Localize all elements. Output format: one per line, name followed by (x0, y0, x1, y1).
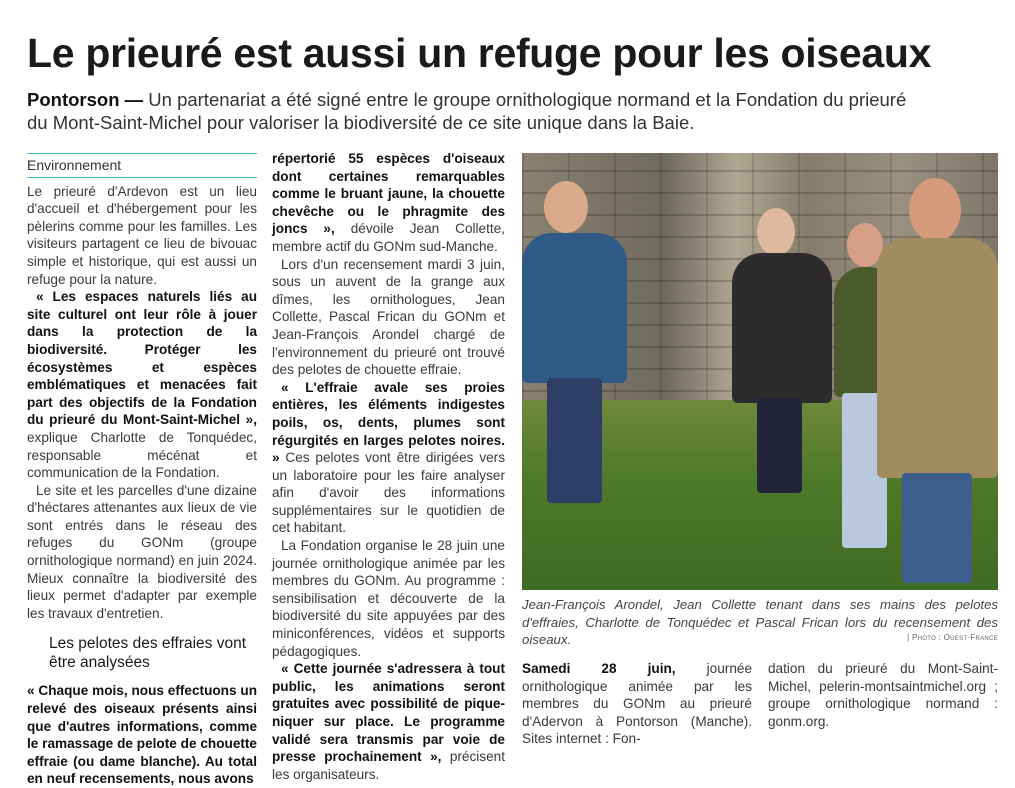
photo-credit: | Photo : Ouest-France (907, 633, 998, 642)
column-1-body (27, 183, 257, 623)
body-text: Ces pelotes vont être dirigées vers un laboratoire pour les faire analyser afin d'avoir des informations supplémentaires sur le quotidien de cet habitant. (272, 450, 505, 536)
body-text: Le prieuré d'Ardevon est un lieu d'accueil et d'hébergement pour les pèlerins comme pour les familles. Les visiteurs partagent ce lieu de bivouac simple et historique, qui est aussi un refuge pour la nature. (27, 183, 257, 287)
article-title: Le prieuré est aussi un refuge pour les oiseaux (27, 30, 932, 76)
intertitle: Les pelotes des effraies vont être analysées (49, 635, 247, 672)
paragraph (27, 682, 257, 788)
body-text: explique Charlotte de Tonquédec, responsable mécénat et communication de la Fondation. (27, 429, 257, 481)
paragraph (272, 150, 505, 256)
quote-text: répertorié 55 espèces d'oiseaux dont certaines remarquables comme le bruant jaune, la chouette chevêche ou le phragmite des joncs », (272, 151, 505, 237)
body-text: Lors d'un recensement mardi 3 juin, sous un auvent de la grange aux dîmes, les ornithologues, Jean Collette, Pascal Frican du GONm et Jean-François Arondel chargé de l'environnement du prieuré ont trouvé des pelotes de chouette effraie. (272, 256, 505, 378)
event-box-col2: dation du prieuré du Mont-Saint-Michel, pelerin-montsaintmichel.org ; groupe ornithologique normand : gonm.org. (768, 661, 998, 729)
photo-caption: Jean-François Arondel, Jean Collette tenant dans ses mains des pelotes d'effraies, Charlotte de Tonquédec et Pascal Frican lors du recensement des oiseaux. (522, 597, 998, 647)
lead-text: Un partenariat a été signé entre le groupe ornithologique normand et la Fondation du prieuré du Mont-Saint-Michel pour valoriser la biodiversité de ce site unique dans la Baie. (27, 89, 907, 133)
quote-text: « Les espaces naturels liés au site culturel ont leur rôle à jouer dans la protection de la biodiversité. Protéger les écosystèmes et espèces emblématiques et menacées fait part des objectifs de la Fondation du prieuré du Mont-Saint-Michel », (27, 289, 257, 428)
body-text: Le site et les parcelles d'une dizaine d'héctares attenantes aux lieux de vie sont entrés dans le réseau des refuges du GONm (groupe ornithologique normand) en juin 2024. Mieux connaître la biodiversité des lieux permet d'adapter par exemple les travaux d'entretien. (27, 482, 257, 621)
event-text-1: journée ornithologique animée par les membres du GONm au prieuré d'Adervon à Pontorson (Manche). Sites internet : Fon- (522, 661, 753, 747)
quote-text: « Cette journée s'adressera à tout public, les animations seront gratuites avec possibilité de pique-niquer sur place. Le programme validé sera transmis par voie de presse prochainement », (272, 661, 505, 765)
section-rubric: Environnement (27, 153, 257, 178)
paragraph (27, 482, 257, 623)
person-arondel (522, 173, 632, 513)
article-lead (27, 88, 907, 134)
body-text: dévoile Jean Collette, membre actif du GONm sud-Manche. (272, 221, 505, 254)
lead-place: Pontorson — (27, 89, 144, 110)
paragraph (272, 660, 505, 783)
person-frican (877, 178, 998, 588)
article-photo (522, 153, 998, 590)
quote-text: « Chaque mois, nous effectuons un relevé des oiseaux présents ainsi que d'autres informations, comme le ramassage de pelote de chouette effraie (ou dame blanche). Au total en neuf recensements, nous avons (27, 683, 257, 787)
body-text: La Fondation organise le 28 juin une journée ornithologique animée par les membres du GONm. Au programme : sensibilisation et découverte de la biodiversité du site appuyées par des miniconférences, vidéos et supports pédagogiques. (272, 538, 505, 659)
person-collette (727, 208, 837, 498)
paragraph (27, 183, 257, 289)
paragraph (27, 288, 257, 482)
column-1 (27, 153, 257, 788)
column-2 (272, 150, 505, 783)
paragraph (272, 256, 505, 379)
body-text: précisent les organisateurs. (272, 749, 506, 782)
quote-text: « L'effraie avale ses proies entières, les éléments indigestes poils, os, dents, plumes sont régurgités en larges pelotes noires. » (272, 379, 505, 466)
paragraph (272, 537, 505, 660)
paragraph (272, 379, 505, 537)
event-box-col1 (522, 660, 752, 748)
event-date: Samedi 28 juin, (522, 661, 676, 676)
column-1-after (27, 682, 257, 788)
